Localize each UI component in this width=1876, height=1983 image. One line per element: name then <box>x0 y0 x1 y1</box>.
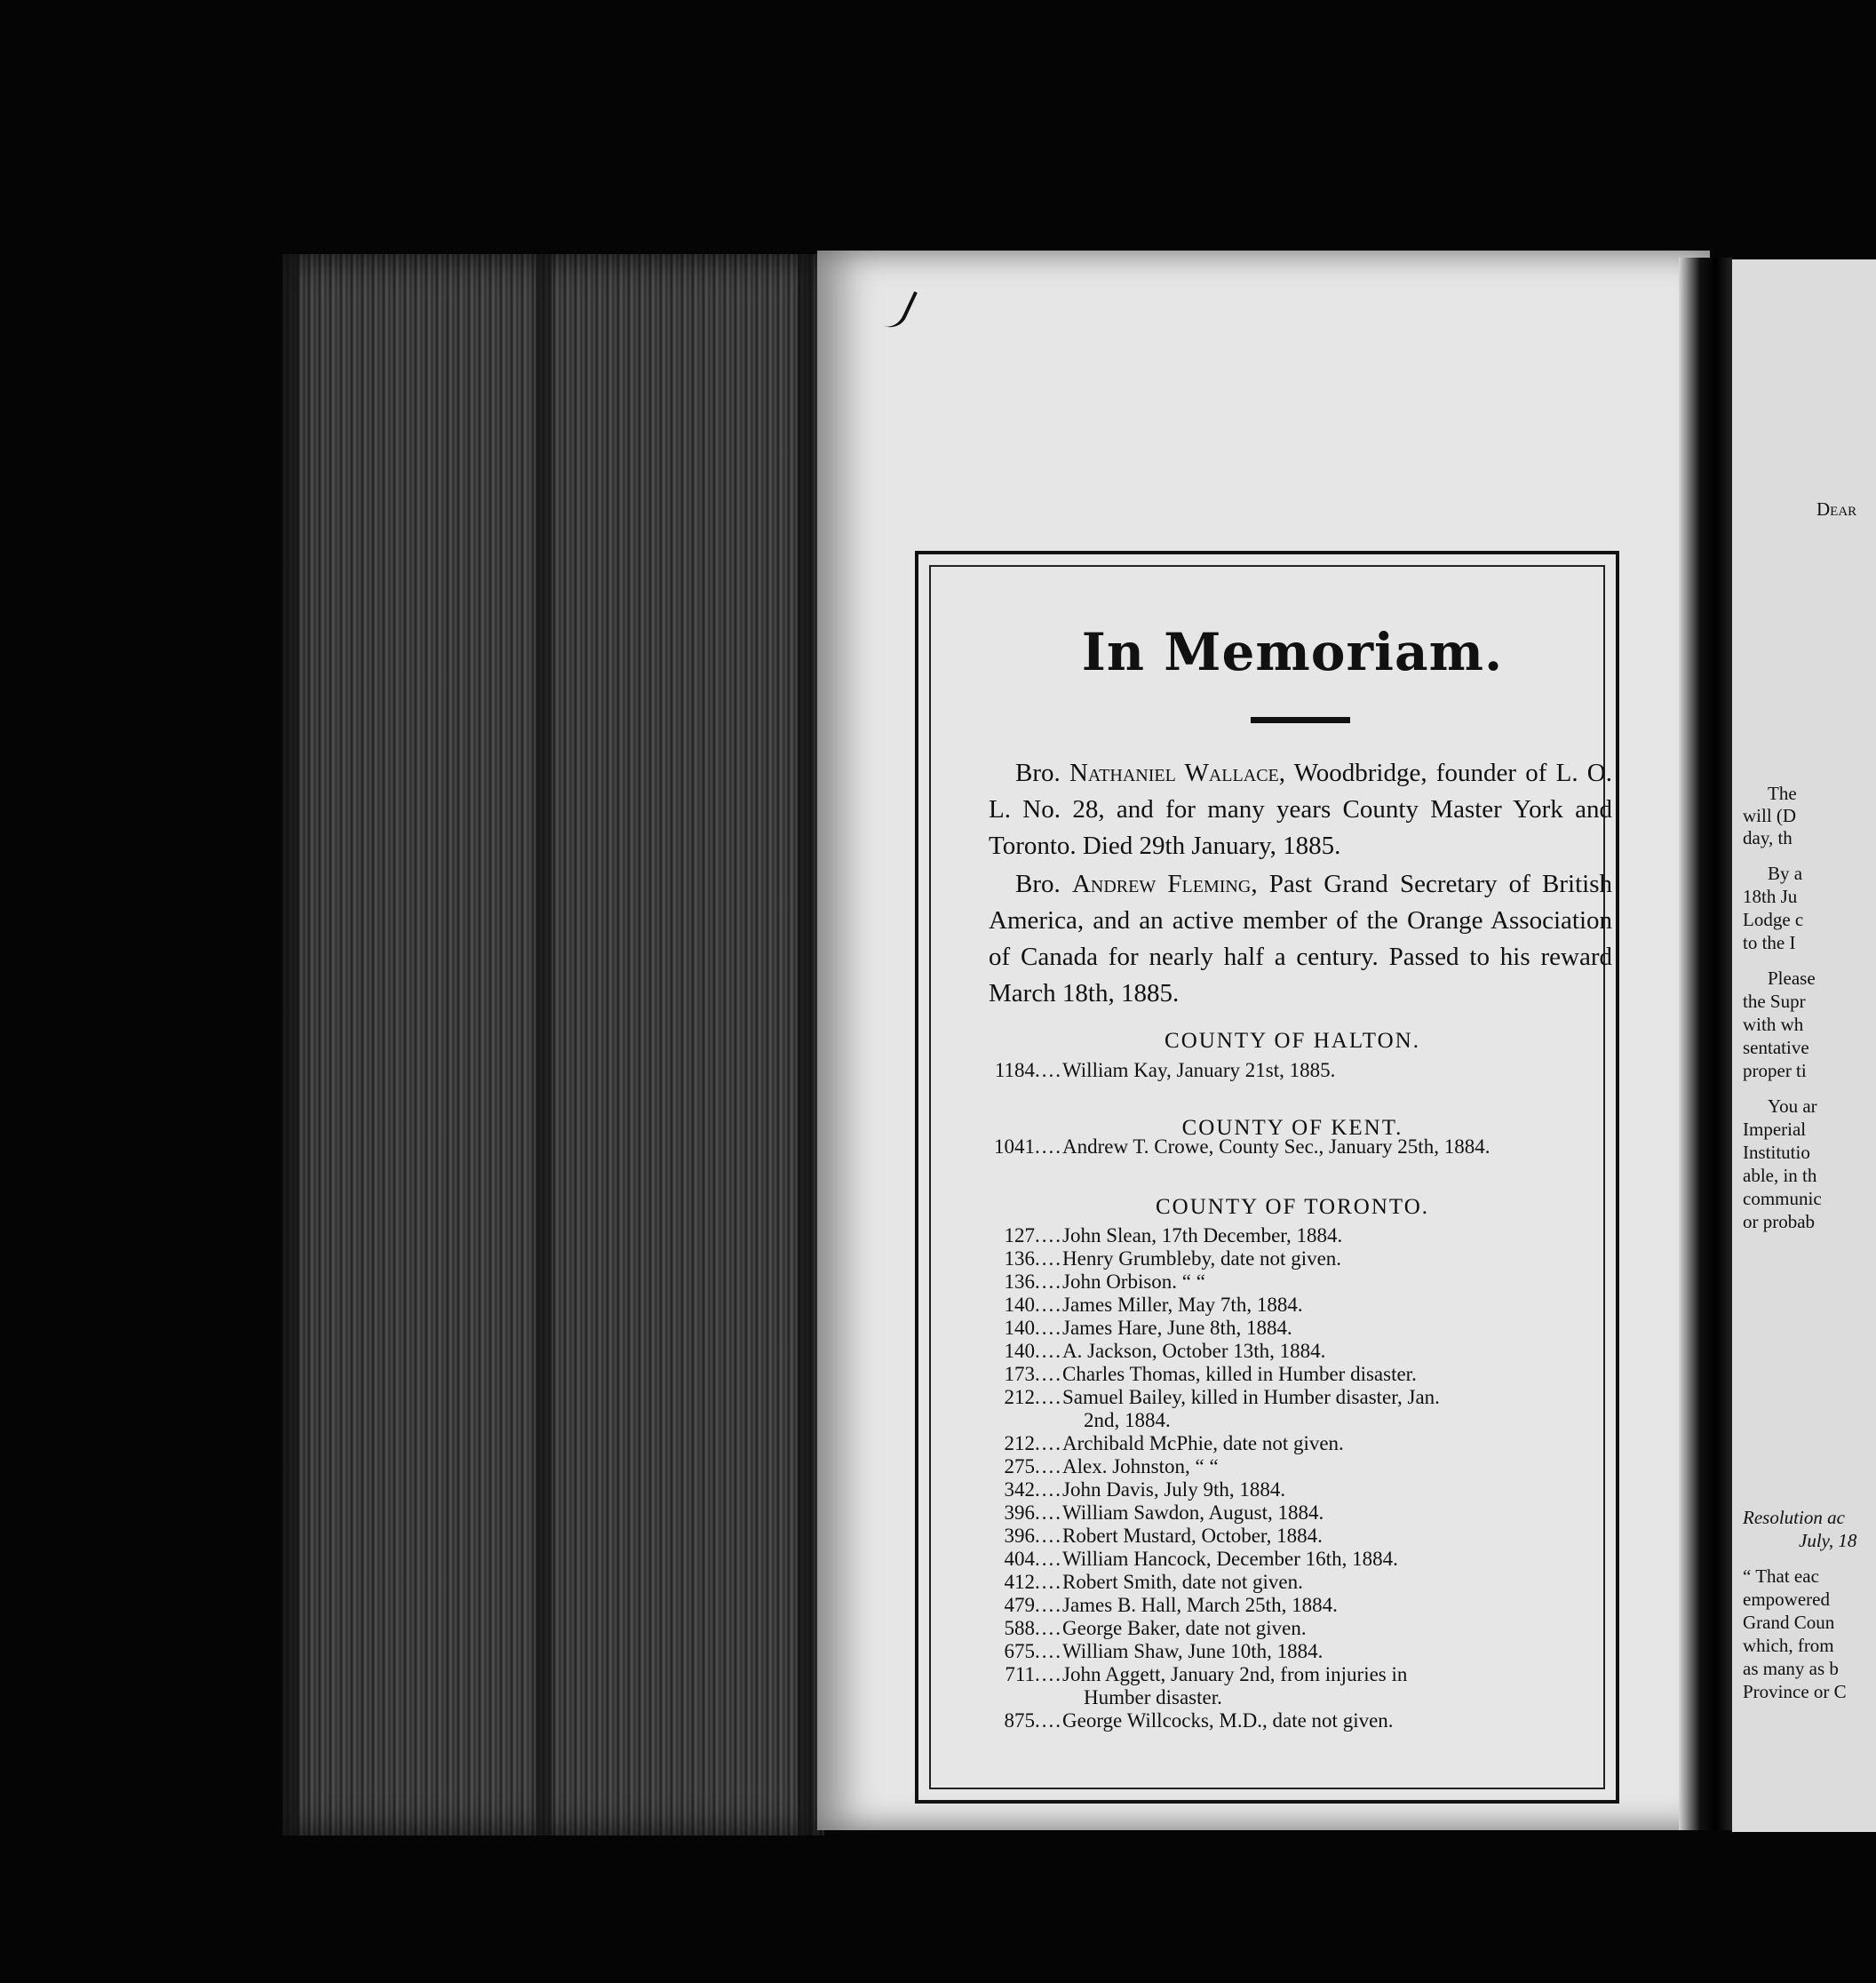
leader-dots: .... <box>1035 1363 1062 1385</box>
leader-dots: .... <box>1035 1247 1062 1270</box>
entry-text: Robert Mustard, October, 1884. <box>1062 1525 1323 1547</box>
entry-text: George Willcocks, M.D., date not given. <box>1062 1709 1394 1732</box>
lodge-number: 479 <box>1004 1594 1035 1616</box>
entry-text: Henry Grumbleby, date not given. <box>1062 1247 1342 1270</box>
leader-dots: .... <box>1035 1501 1062 1524</box>
right-page-text-fragment: The <box>1768 783 1797 804</box>
lodge-number: 140 <box>1004 1340 1035 1362</box>
lodge-number: 396 <box>1004 1501 1035 1524</box>
leader-dots: .... <box>1035 1617 1062 1639</box>
leader-dots: .... <box>1035 1709 1062 1732</box>
memorial-entry <box>973 1340 1626 1363</box>
memorial-entry <box>973 1571 1626 1594</box>
right-page-text-fragment: “ That eac <box>1743 1565 1819 1587</box>
right-page-text-fragment: the Supr <box>1743 991 1806 1012</box>
right-page-text-fragment: Institutio <box>1743 1142 1810 1163</box>
lodge-number: 875 <box>1004 1709 1035 1732</box>
book-gutter <box>1679 258 1732 1830</box>
county-heading: COUNTY OF TORONTO. <box>1155 1195 1430 1219</box>
right-page-text-fragment: You ar <box>1768 1095 1817 1117</box>
memorial-entry <box>973 1548 1626 1571</box>
right-page-text-fragment: will (D <box>1743 805 1797 826</box>
leader-dots: .... <box>1035 1478 1062 1501</box>
entry-text: George Baker, date not given. <box>1062 1617 1307 1639</box>
memorial-entry <box>973 1455 1626 1478</box>
right-page-text-fragment: proper ti <box>1743 1060 1807 1081</box>
right-page-text-fragment: as many as b <box>1743 1658 1839 1679</box>
right-page-text-fragment: Imperial <box>1743 1119 1807 1140</box>
memorial-entry <box>973 1432 1626 1455</box>
paragraph-fleming <box>989 866 1612 1012</box>
leader-dots: .... <box>1035 1340 1062 1362</box>
right-page-text-fragment: able, in th <box>1743 1165 1817 1186</box>
leader-dots: .... <box>1035 1640 1062 1662</box>
entry-text: Archibald McPhie, date not given. <box>1062 1432 1344 1454</box>
leader-dots: .... <box>1035 1455 1062 1477</box>
lodge-number: 127 <box>1004 1224 1035 1246</box>
right-page-text-fragment: empowered <box>1743 1589 1830 1610</box>
lodge-number: 173 <box>1004 1363 1035 1385</box>
entry-text: James Hare, June 8th, 1884. <box>1062 1317 1292 1339</box>
right-page-text-fragment: Grand Coun <box>1743 1612 1835 1633</box>
paragraph-text: , Past Grand Secretary of British America, and an active member of the Orange Association of Canada for nearly half a century. Passed to his reward March 18th, 1885. <box>989 870 1612 1007</box>
memorial-entry <box>973 1594 1626 1617</box>
right-page-text-fragment: or probab <box>1743 1211 1816 1232</box>
right-page-text-fragment: to the I <box>1743 932 1796 953</box>
right-page-text-fragment: sentative <box>1743 1037 1809 1058</box>
county-heading: COUNTY OF HALTON. <box>1165 1029 1420 1053</box>
leader-dots: .... <box>1035 1571 1062 1593</box>
lodge-number: 212 <box>1004 1432 1035 1454</box>
entry-text: William Kay, January 21st, 1885. <box>1062 1059 1336 1081</box>
entry-continuation: Humber disaster. <box>1084 1686 1222 1708</box>
entry-text: William Hancock, December 16th, 1884. <box>1062 1548 1398 1570</box>
leader-dots: .... <box>1035 1135 1062 1158</box>
leader-dots: .... <box>1035 1432 1062 1454</box>
memorial-entry <box>973 1224 1626 1247</box>
memorial-entry <box>973 1135 1626 1159</box>
entry-text: Andrew T. Crowe, County Sec., January 25th, 1884. <box>1062 1135 1490 1158</box>
edge-shadow-band <box>536 254 552 1836</box>
right-page-text-fragment: Lodge c <box>1743 909 1804 930</box>
lodge-number: 711 <box>1005 1663 1035 1685</box>
entry-text: Charles Thomas, killed in Humber disaster. <box>1062 1363 1417 1385</box>
right-page-text-fragment: July, 18 <box>1799 1530 1857 1551</box>
lodge-number: 136 <box>1004 1247 1035 1270</box>
lodge-number: 275 <box>1004 1455 1035 1477</box>
edge-shadow-band <box>798 254 814 1836</box>
entry-text: Robert Smith, date not given. <box>1062 1571 1303 1593</box>
memorial-entry <box>973 1247 1626 1270</box>
leader-dots: .... <box>1035 1386 1062 1408</box>
entry-continuation: 2nd, 1884. <box>1084 1409 1171 1431</box>
memorial-entry <box>973 1709 1626 1732</box>
right-page-text-fragment: with wh <box>1743 1014 1804 1035</box>
entry-text: William Sawdon, August, 1884. <box>1062 1501 1324 1524</box>
entry-text: John Davis, July 9th, 1884. <box>1062 1478 1286 1501</box>
lodge-number: 342 <box>1004 1478 1035 1501</box>
paragraph-prefix: Bro. <box>1015 759 1069 787</box>
lodge-number: 212 <box>1004 1386 1035 1408</box>
right-page-fragment <box>1732 259 1876 1832</box>
leader-dots: .... <box>1035 1270 1062 1293</box>
lodge-number: 588 <box>1004 1617 1035 1639</box>
book-page-edges <box>282 254 824 1836</box>
person-name: Nathaniel Wallace <box>1069 759 1279 787</box>
memorial-entry <box>973 1059 1626 1082</box>
lodge-number: 412 <box>1004 1571 1035 1593</box>
leader-dots: .... <box>1035 1663 1062 1685</box>
leader-dots: .... <box>1035 1224 1062 1246</box>
right-page-text-fragment: Please <box>1768 968 1816 989</box>
right-page-text-fragment: communic <box>1743 1188 1822 1209</box>
entry-text: William Shaw, June 10th, 1884. <box>1062 1640 1324 1662</box>
lodge-number: 675 <box>1004 1640 1035 1662</box>
lodge-number: 404 <box>1004 1548 1035 1570</box>
memorial-entry <box>973 1525 1626 1548</box>
person-name: Andrew Fleming <box>1071 870 1252 898</box>
lodge-number: 396 <box>1004 1525 1035 1547</box>
leader-dots: .... <box>1035 1294 1062 1316</box>
entry-text: James Miller, May 7th, 1884. <box>1062 1294 1303 1316</box>
right-page-text-fragment: 18th Ju <box>1743 886 1798 907</box>
memorial-entry <box>973 1617 1626 1640</box>
paragraph-text: , Woodbridge, founder of L. O. L. No. 28, and for many years County Master York and Toronto. Died 29th January, 1885. <box>989 759 1612 860</box>
leader-dots: .... <box>1035 1317 1062 1339</box>
right-page-text-fragment: By a <box>1768 863 1803 884</box>
right-page-text-fragment: which, from <box>1743 1635 1834 1656</box>
paragraph-wallace <box>989 755 1612 864</box>
right-page-text-fragment: Province or C <box>1743 1681 1847 1702</box>
memorial-entry <box>973 1270 1626 1294</box>
memorial-entry <box>973 1478 1626 1501</box>
lodge-number: 136 <box>1004 1270 1035 1293</box>
page-title: In Memoriam. <box>1081 622 1504 682</box>
lodge-number: 1041 <box>994 1135 1035 1158</box>
entry-text: Alex. Johnston, “ “ <box>1062 1455 1219 1477</box>
county-heading: COUNTY OF KENT. <box>1181 1116 1403 1140</box>
leader-dots: .... <box>1035 1594 1062 1616</box>
right-page-text-fragment: Resolution ac <box>1743 1507 1845 1528</box>
memorial-entry <box>973 1294 1626 1317</box>
memorial-entry <box>973 1363 1626 1386</box>
leader-dots: .... <box>1035 1059 1062 1081</box>
entry-text: John Aggett, January 2nd, from injuries in <box>1062 1663 1408 1685</box>
memorial-entry <box>973 1386 1626 1432</box>
entry-text: John Orbison. “ “ <box>1062 1270 1205 1293</box>
memorial-entry <box>973 1501 1626 1525</box>
memorial-entry <box>973 1640 1626 1663</box>
title-rule <box>1251 717 1350 723</box>
entry-text: John Slean, 17th December, 1884. <box>1062 1224 1343 1246</box>
entry-text: James B. Hall, March 25th, 1884. <box>1062 1594 1338 1616</box>
edge-shadow-band <box>282 254 298 1836</box>
lodge-number: 1184 <box>994 1059 1035 1081</box>
right-page-text-fragment: day, th <box>1743 827 1793 848</box>
lodge-number: 140 <box>1004 1317 1035 1339</box>
paragraph-prefix: Bro. <box>1015 870 1072 898</box>
entry-text: Samuel Bailey, killed in Humber disaster, Jan. <box>1062 1386 1440 1408</box>
lodge-number: 140 <box>1004 1294 1035 1316</box>
leader-dots: .... <box>1035 1525 1062 1547</box>
entry-text: A. Jackson, October 13th, 1884. <box>1062 1340 1326 1362</box>
leader-dots: .... <box>1035 1548 1062 1570</box>
right-page-text-fragment: Dear <box>1816 498 1857 520</box>
memorial-entry <box>973 1317 1626 1340</box>
memorial-entry <box>973 1663 1626 1709</box>
